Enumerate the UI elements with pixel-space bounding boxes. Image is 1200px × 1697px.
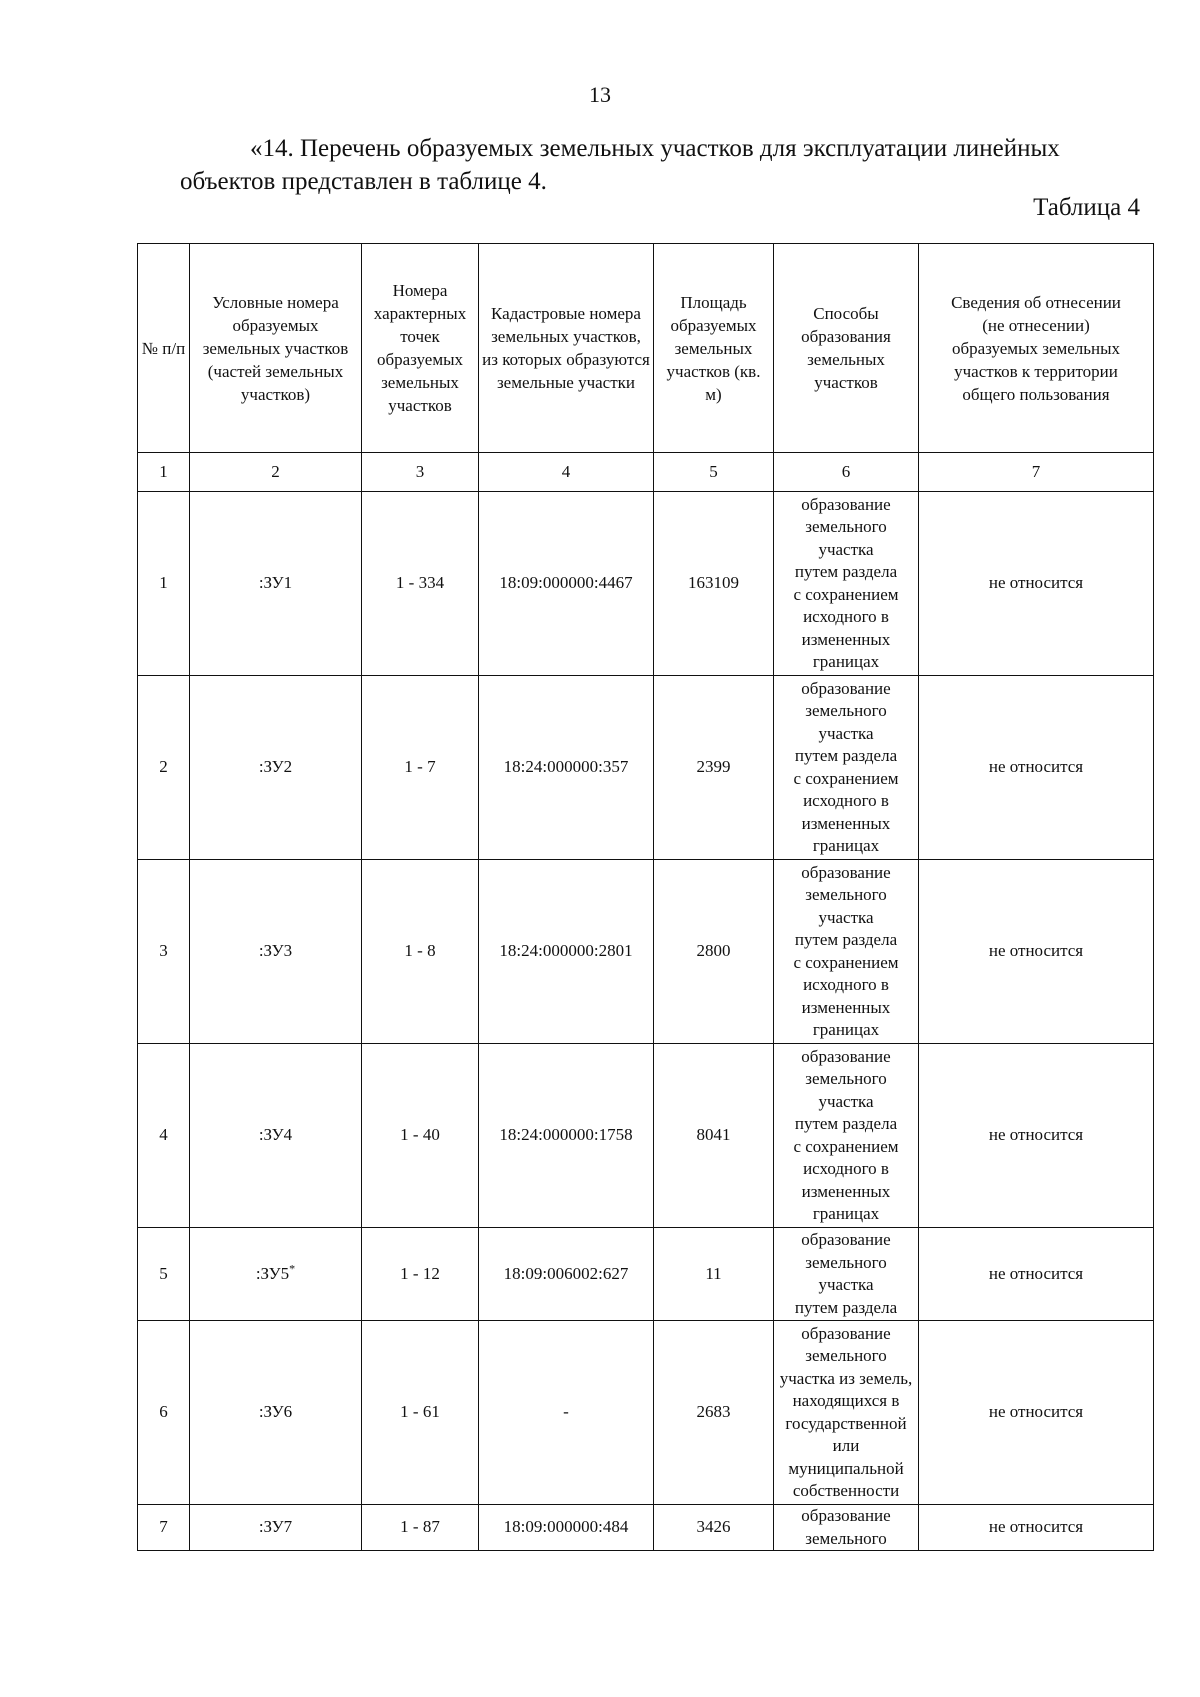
- cell-area: 2800: [654, 860, 774, 1044]
- header-cell: Сведения об отнесении (не отнесении) образуемых земельных участков к территории общего пользования: [919, 244, 1154, 453]
- cell-area: 2683: [654, 1321, 774, 1505]
- header-cell: Номера характерных точек образуемых земельных участков: [362, 244, 479, 453]
- table-row: [138, 1321, 1154, 1505]
- table-row: [138, 676, 1154, 860]
- header-row: [138, 244, 1154, 453]
- column-number: 7: [919, 453, 1154, 492]
- table-caption: Таблица 4: [1033, 194, 1140, 221]
- intro-line-1: «14. Перечень образуемых земельных участков для эксплуатации линейных: [250, 135, 1060, 162]
- page-number: 13: [589, 82, 611, 107]
- column-number-row: [138, 453, 1154, 492]
- cell-public: не относится: [919, 676, 1154, 860]
- cell-method: образование земельного участка путем раздела: [774, 1228, 919, 1321]
- cell-plot-id: :ЗУ4: [190, 1044, 362, 1228]
- cell-method: образование земельного участка путем раздела с сохранением исходного в измененных границах: [774, 1044, 919, 1228]
- cell-public: не относится: [919, 1505, 1154, 1551]
- cell-public: не относится: [919, 492, 1154, 676]
- cell-public: не относится: [919, 1228, 1154, 1321]
- intro-paragraph: [180, 132, 1180, 198]
- cell-public: не относится: [919, 1321, 1154, 1505]
- cell-points: 1 - 8: [362, 860, 479, 1044]
- header-cell: Условные номера образуемых земельных участков (частей земельных участков): [190, 244, 362, 453]
- cell-row-number: 6: [138, 1321, 190, 1505]
- cell-plot-id: :ЗУ1: [190, 492, 362, 676]
- cell-method: образование земельного участка путем раздела с сохранением исходного в измененных границах: [774, 492, 919, 676]
- cell-cadastral: 18:09:006002:627: [479, 1228, 654, 1321]
- footnote-mark: *: [289, 1261, 296, 1276]
- cell-area: 3426: [654, 1505, 774, 1551]
- table-row: [138, 1505, 1154, 1551]
- column-number: 6: [774, 453, 919, 492]
- cell-method: образование земельного участка из земель, находящихся в государственной или муниципальной собственности: [774, 1321, 919, 1505]
- cell-row-number: 7: [138, 1505, 190, 1551]
- table-row: [138, 492, 1154, 676]
- header-cell: № п/п: [138, 244, 190, 453]
- table-row: [138, 1044, 1154, 1228]
- cell-area: 8041: [654, 1044, 774, 1228]
- cell-method: образование земельного участка путем раздела с сохранением исходного в измененных границах: [774, 860, 919, 1044]
- plot-id-text: :ЗУ5: [255, 1263, 290, 1283]
- header-cell: Площадь образуемых земельных участков (кв. м): [654, 244, 774, 453]
- cell-area: 163109: [654, 492, 774, 676]
- cell-points: 1 - 87: [362, 1505, 479, 1551]
- land-plots-table: [137, 243, 1154, 1551]
- cell-row-number: 1: [138, 492, 190, 676]
- cell-row-number: 5: [138, 1228, 190, 1321]
- table-row: [138, 1228, 1154, 1321]
- cell-row-number: 2: [138, 676, 190, 860]
- table-row: [138, 860, 1154, 1044]
- cell-row-number: 4: [138, 1044, 190, 1228]
- cell-public: не относится: [919, 1044, 1154, 1228]
- cell-points: 1 - 7: [362, 676, 479, 860]
- header-cell: Кадастровые номера земельных участков, из которых образуются земельные участки: [479, 244, 654, 453]
- cell-plot-id: :ЗУ2: [190, 676, 362, 860]
- cell-public: не относится: [919, 860, 1154, 1044]
- cell-plot-id: :ЗУ6: [190, 1321, 362, 1505]
- cell-method: образование земельного: [774, 1505, 919, 1551]
- cell-area: 2399: [654, 676, 774, 860]
- cell-points: 1 - 40: [362, 1044, 479, 1228]
- cell-points: 1 - 61: [362, 1321, 479, 1505]
- cell-plot-id: :ЗУ3: [190, 860, 362, 1044]
- column-number: 4: [479, 453, 654, 492]
- cell-cadastral: 18:24:000000:2801: [479, 860, 654, 1044]
- cell-plot-id: :ЗУ7: [190, 1505, 362, 1551]
- cell-cadastral: 18:09:000000:4467: [479, 492, 654, 676]
- cell-points: 1 - 334: [362, 492, 479, 676]
- column-number: 2: [190, 453, 362, 492]
- cell-points: 1 - 12: [362, 1228, 479, 1321]
- cell-row-number: 3: [138, 860, 190, 1044]
- cell-cadastral: 18:09:000000:484: [479, 1505, 654, 1551]
- column-number: 3: [362, 453, 479, 492]
- column-number: 5: [654, 453, 774, 492]
- intro-line-2: объектов представлен в таблице 4.: [180, 168, 547, 195]
- cell-method: образование земельного участка путем раздела с сохранением исходного в измененных границах: [774, 676, 919, 860]
- header-cell: Способы образования земельных участков: [774, 244, 919, 453]
- cell-area: 11: [654, 1228, 774, 1321]
- cell-cadastral: -: [479, 1321, 654, 1505]
- column-number: 1: [138, 453, 190, 492]
- cell-cadastral: 18:24:000000:357: [479, 676, 654, 860]
- cell-cadastral: 18:24:000000:1758: [479, 1044, 654, 1228]
- cell-plot-id: [190, 1228, 362, 1321]
